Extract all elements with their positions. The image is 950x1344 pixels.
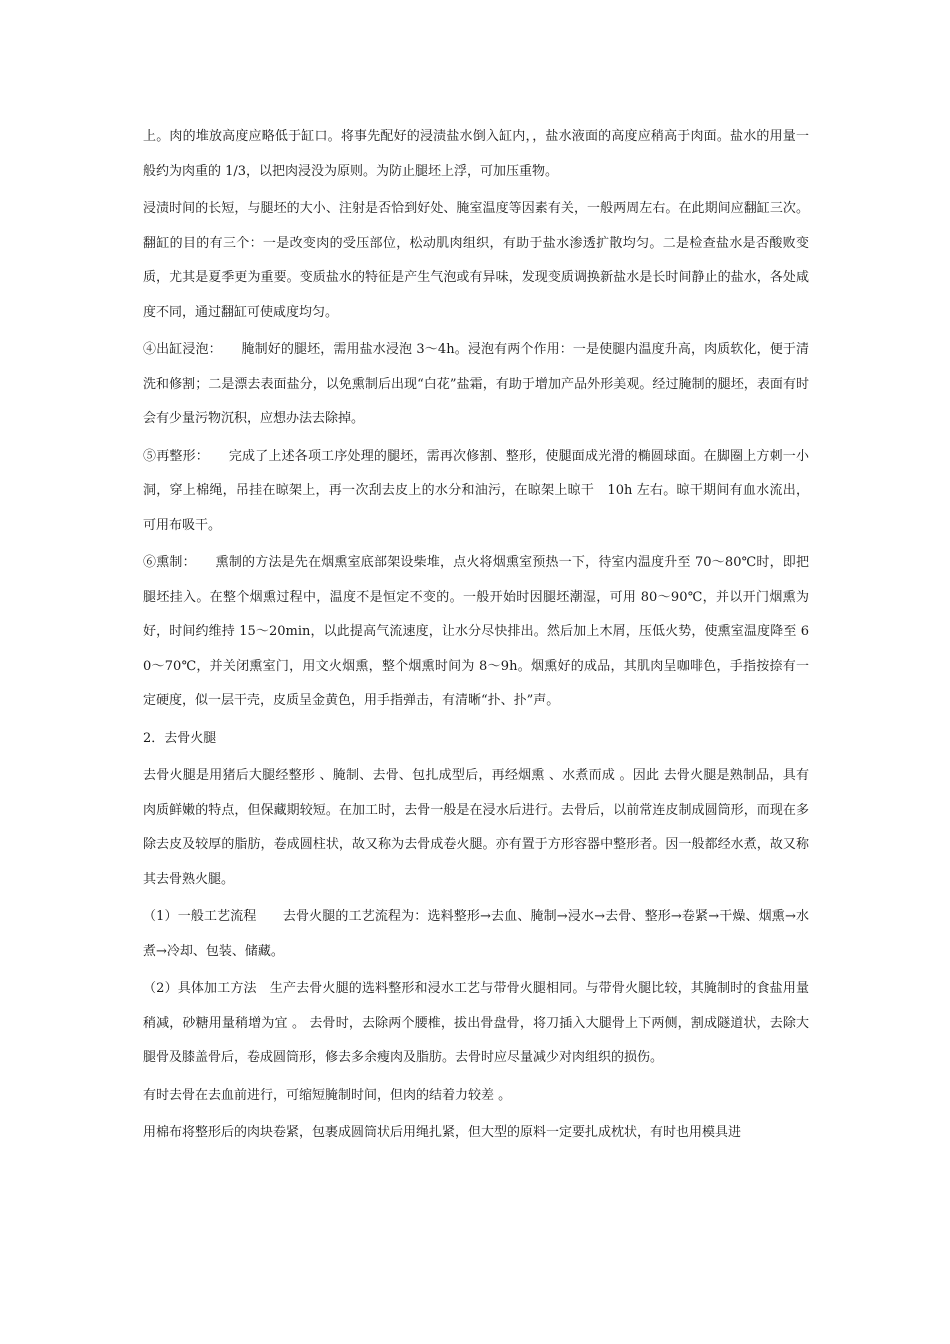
paragraph-smoking: ⑥熏制： 熏制的方法是先在烟熏室底部架设柴堆，点火将烟熏室预热一下，待室内温度升至 70～80℃时，即把腿坯挂入。在整个烟熏过程中，温度不是恒定不变的。一般开始时因腿坯潮湿，可用 80～90℃，并以开门烟熏为好，时间约维持 15～20min，以此提高气流速度，让水分尽快排出。然后加上木屑，压低火势，使熏室温度降至 60～70℃，并关闭熏室门，用文火烟熏，整个烟熏时间为 8～9h。烟熏好的成品，其肌肉呈咖啡色，手指按捺有一定硬度，似一层干壳，皮质呈金黄色，用手指弹击，有清晰“扑、扑”声。 (143, 555, 809, 708)
document-body (143, 120, 809, 1154)
paragraph-soaking: ④出缸浸泡： 腌制好的腿坯，需用盐水浸泡 3～4h。浸泡有两个作用：一是使腿内温度升高，肉质软化，便于清洗和修割；二是漂去表面盐分，以免熏制后出现“白花”盐霜，有助于增加产品外形美观。经过腌制的腿坯，表面有时会有少量污物沉积，应想办法去除掉。 (143, 342, 809, 426)
paragraph-pickling-brine: 上。肉的堆放高度应略低于缸口。将事先配好的浸渍盐水倒入缸内，，盐水液面的高度应稍高于肉面。盐水的用量一般约为肉重的 1/3，以把肉浸没为原则。为防止腿坯上浮，可加压重物。 (143, 129, 809, 179)
paragraph-processing-method: （2）具体加工方法 生产去骨火腿的选料整形和浸水工艺与带骨火腿相同。与带骨火腿比较，其腌制时的食盐用量稍减，砂糖用量稍增为宜 。 去骨时，去除两个腰椎，拔出骨盘骨，将刀插入大腿骨上下两侧，割成隧道状，去除大腿骨及膝盖骨后，卷成圆筒形，修去多余瘦肉及脂肪。去骨时应尽量减少对肉组织的损伤。 (143, 981, 809, 1065)
paragraph-deboning-note: 有时去骨在去血前进行，可缩短腌制时间，但肉的结着力较差 。 (143, 1087, 512, 1103)
section-heading-boneless-ham: 2．去骨火腿 (143, 730, 217, 746)
paragraph-reshaping: ⑤再整形： 完成了上述各项工序处理的腿坯，需再次修割、整形，使腿面成光滑的椭圆球面。在脚圈上方刺一小洞，穿上棉绳，吊挂在晾架上，再一次刮去皮上的水分和油污，在晾架上晾干 10h 左右。晾干期间有血水流出，可用布吸干。 (143, 448, 809, 533)
paragraph-process-flow: （1）一般工艺流程 去骨火腿的工艺流程为：选料整形→去血、腌制→浸水→去骨、整形→卷紧→干燥、烟熏→水煮→冷却、包装、储藏。 (143, 909, 809, 959)
paragraph-boneless-ham-intro: 去骨火腿是用猪后大腿经整形 、腌制、去骨、包扎成型后，再经烟熏 、水煮而成 。因此 去骨火腿是熟制品，具有肉质鲜嫩的特点，但保藏期较短。在加工时，去骨一般是在浸水后进行。去骨后，以前常连皮制成圆筒形，而现在多除去皮及较厚的脂肪，卷成圆柱状，故又称为去骨成卷火腿。亦有置于方形容器中整形者。因一般都经水煮，故又称其去骨熟火腿。 (143, 768, 809, 887)
paragraph-pickling-time: 浸渍时间的长短，与腿坯的大小、注射是否恰到好处、腌室温度等因素有关，一般两周左右。在此期间应翻缸三次。翻缸的目的有三个：一是改变肉的受压部位，松动肌肉组织，有助于盐水渗透扩散均匀。二是检查盐水是否酸败变质，尤其是夏季更为重要。变质盐水的特征是产生气泡或有异味，发现变质调换新盐水是长时间静止的盐水，各处咸度不同，通过翻缸可使咸度均匀。 (143, 201, 809, 320)
paragraph-rolling: 用棉布将整形后的肉块卷紧，包裹成圆筒状后用绳扎紧，但大型的原料一定要扎成枕状，有时也用模具进 (143, 1125, 742, 1140)
